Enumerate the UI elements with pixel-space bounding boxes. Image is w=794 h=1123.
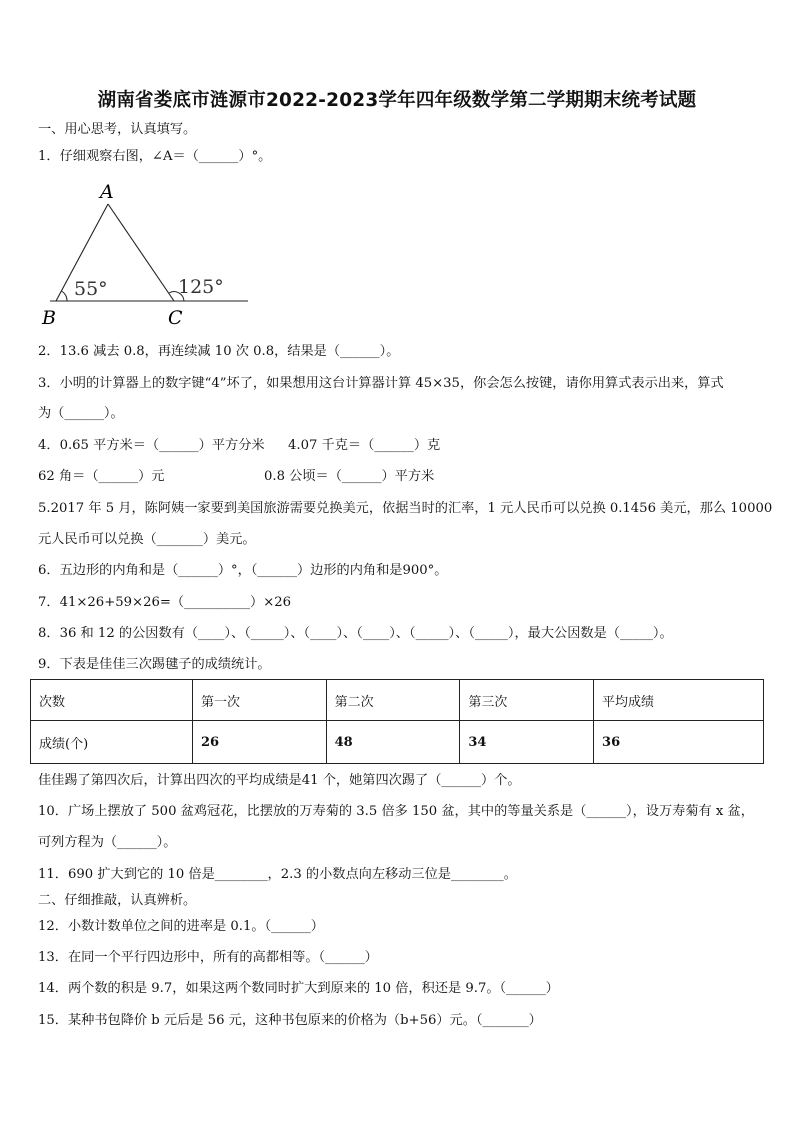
question-9-followup: 佳佳踢了第四次后，计算出四次的平均成绩是41 个，她第四次踢了（______）个。 xyxy=(38,773,521,788)
question-4-part-d: 0.8 公顷＝（______）平方米 xyxy=(264,469,435,484)
table-header-row xyxy=(31,680,764,721)
table-header-cell: 次数 xyxy=(31,680,193,721)
section-1-heading: 一、用心思考，认真填写。 xyxy=(38,122,197,137)
question-13: 13．在同一个平行四边形中，所有的高都相等。（______） xyxy=(38,950,378,965)
table-row xyxy=(31,721,764,764)
question-5-line-1: 5.2017 年 5 月，陈阿姨一家要到美国旅游需要兑换美元，依据当时的汇率，1 元人民币可以兑换 0.1456 美元，那么 10000 xyxy=(38,501,773,516)
question-6: 6．五边形的内角和是（______）°，（______）边形的内角和是900°。 xyxy=(38,563,448,578)
question-2: 2．13.6 减去 0.8，再连续减 10 次 0.8，结果是（______）。 xyxy=(38,344,400,359)
question-1: 1．仔细观察右图，∠A＝（______）°。 xyxy=(38,149,272,164)
question-4-part-b: 4.07 千克＝（______）克 xyxy=(288,438,441,453)
triangle-diagram xyxy=(38,178,258,330)
question-14: 14．两个数的积是 9.7，如果这两个数同时扩大到原来的 10 倍，积还是 9.7。（______） xyxy=(38,981,559,996)
question-3-line-1: 3．小明的计算器上的数字键“4”坏了，如果想用这台计算器计算 45×35，你会怎么按键，请你用算式表示出来，算式 xyxy=(38,376,724,391)
side-ac xyxy=(108,204,174,301)
table-cell: 48 xyxy=(326,721,460,764)
label-b: B xyxy=(42,307,56,329)
table-header-cell: 第三次 xyxy=(460,680,594,721)
table-header-cell: 平均成绩 xyxy=(594,680,764,721)
angle-b-value: 55° xyxy=(74,278,108,300)
question-8: 8．36 和 12 的公因数有（____）、（_____）、（____）、（____）、（_____）、（_____），最大公因数是（_____）。 xyxy=(38,626,673,641)
question-3-line-2: 为（______）。 xyxy=(38,406,124,421)
score-table xyxy=(30,679,764,764)
page-title: 湖南省娄底市涟源市2022-2023学年四年级数学第二学期期末统考试题 xyxy=(97,90,697,111)
question-15: 15．某种书包降价 b 元后是 56 元，这种书包原来的价格为（b+56）元。（_______） xyxy=(38,1013,542,1028)
label-c: C xyxy=(168,307,183,329)
angle-b-arc xyxy=(62,291,68,301)
table-header-cell: 第一次 xyxy=(192,680,326,721)
question-7: 7．41×26+59×26=（__________）×26 xyxy=(38,595,292,610)
question-4-part-c: 62 角＝（______）元 xyxy=(38,469,165,484)
question-4-part-a: 4．0.65 平方米＝（______）平方分米 xyxy=(38,438,265,453)
triangle-figure xyxy=(38,178,258,330)
question-9: 9．下表是佳佳三次踢毽子的成绩统计。 xyxy=(38,657,271,672)
table-header-cell: 第二次 xyxy=(326,680,460,721)
question-12: 12．小数计数单位之间的进率是 0.1。（______） xyxy=(38,919,324,934)
table-cell: 36 xyxy=(594,721,764,764)
label-a: A xyxy=(100,181,114,203)
question-11: 11．690 扩大到它的 10 倍是________，2.3 的小数点向左移动三位是________。 xyxy=(38,867,517,882)
section-2-heading: 二、仔细推敲，认真辨析。 xyxy=(38,893,197,908)
table-cell: 34 xyxy=(460,721,594,764)
angle-c-value: 125° xyxy=(178,276,224,298)
table-cell: 成绩(个) xyxy=(31,721,193,764)
question-10-line-2: 可列方程为（______）。 xyxy=(38,835,177,850)
table-cell: 26 xyxy=(192,721,326,764)
question-5-line-2: 元人民币可以兑换（_______）美元。 xyxy=(38,532,256,547)
question-10-line-1: 10．广场上摆放了 500 盆鸡冠花，比摆放的万寿菊的 3.5 倍多 150 盆，其中的等量关系是（______），设万寿菊有 x 盆， xyxy=(38,804,754,819)
